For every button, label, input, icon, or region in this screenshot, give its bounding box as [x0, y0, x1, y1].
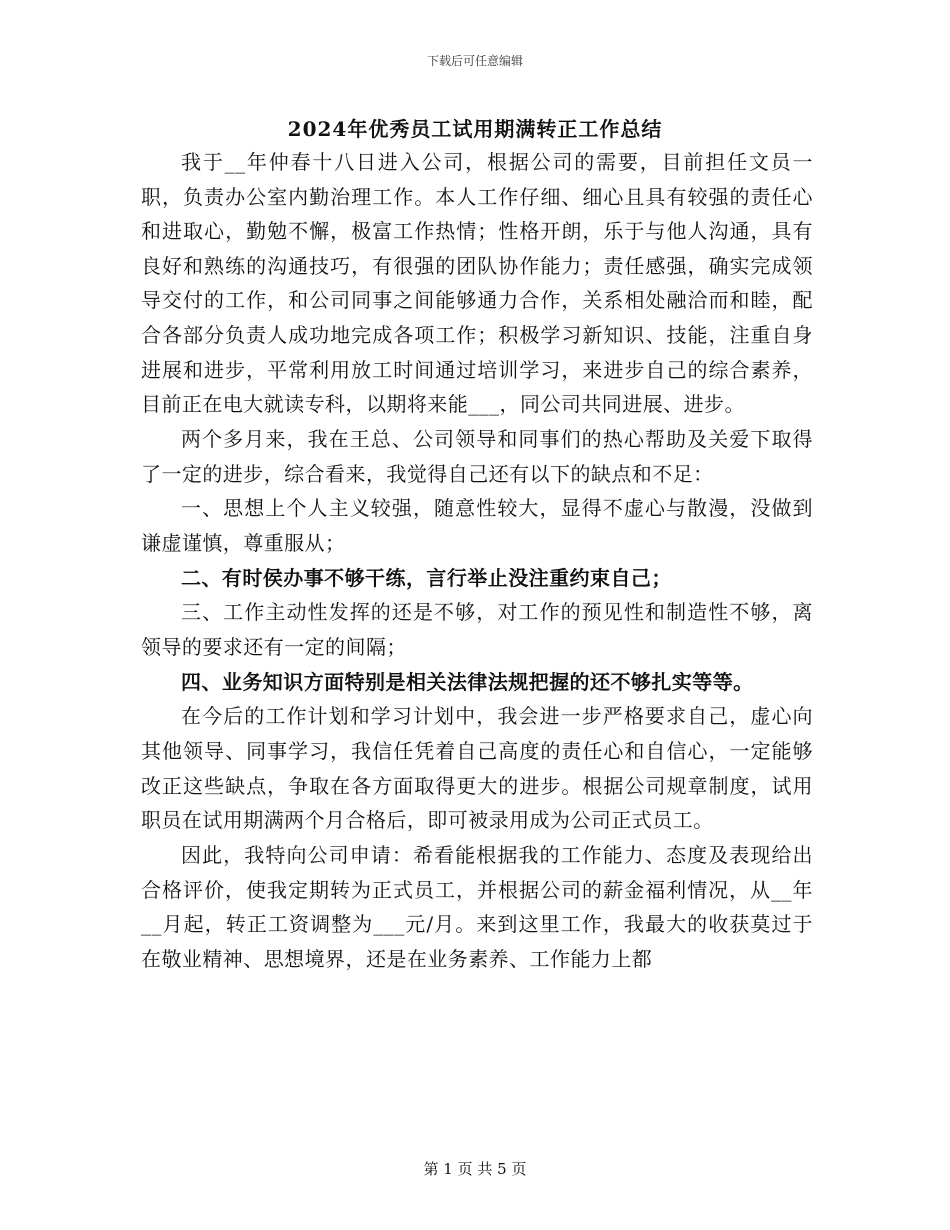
paragraph-4: 二、有时侯办事不够干练，言行举止没注重约束自己；: [181, 565, 672, 590]
paragraph-7: 在今后的工作计划和学习计划中，我会进一步严格要求自己，虚心向其他领导、同事学习，我信任凭着自己高度的责任心和自信心，一定能够改正这些缺点，争取在各方面取得更大的进步。根据公司规章制度，试用职员在试用期满两个月合格后，即可被录用成为公司正式员工。: [141, 704, 813, 833]
document-title: 2024年优秀员工试用期满转正工作总结: [287, 117, 663, 141]
header-note: 下载后可任意编辑: [426, 54, 523, 68]
paragraph-5: 三、工作主动性发挥的还是不够，对工作的预见性和制造性不够，离领导的要求还有一定的间隔；: [141, 600, 813, 659]
paragraph-8: 因此，我特向公司申请：希看能根据我的工作能力、态度及表现给出合格评价，使我定期转为正式员工，并根据公司的薪金福利情况，从__年__月起，转正工资调整为___元/月。来到这里工作，我最大的收获莫过于在敬业精神、思想境界，还是在业务素养、工作能力上都: [141, 843, 813, 971]
paragraph-1: 我于__年仲春十八日进入公司，根据公司的需要，目前担任文员一职，负责办公室内勤治理工作。本人工作仔细、细心且具有较强的责任心和进取心，勤勉不懈，极富工作热情；性格开朗，乐于与他人沟通，具有良好和熟练的沟通技巧，有很强的团队协作能力；责任感强，确实完成领导交付的工作，和公司同事之间能够通力合作，关系相处融洽而和睦，配合各部分负责人成功地完成各项工作；积极学习新知识、技能，注重自身进展和进步，平常利用放工时间通过培训学习，来进步自己的综合素养，目前正在电大就读专科，以期将来能___，同公司共同进展、进步。: [141, 150, 813, 417]
paragraph-6: 四、业务知识方面特别是相关法律法规把握的还不够扎实等等。: [181, 669, 754, 694]
paragraph-2: 两个多月来，我在王总、公司领导和同事们的热心帮助及关爱下取得了一定的进步，综合看来，我觉得自己还有以下的缺点和不足：: [141, 426, 813, 486]
paragraph-3: 一、思想上个人主义较强，随意性较大，显得不虚心与散漫，没做到谦虚谨慎，尊重服从；: [141, 496, 813, 555]
document-body: [141, 145, 813, 976]
page-footer: 第 1 页 共 5 页: [423, 1160, 527, 1178]
